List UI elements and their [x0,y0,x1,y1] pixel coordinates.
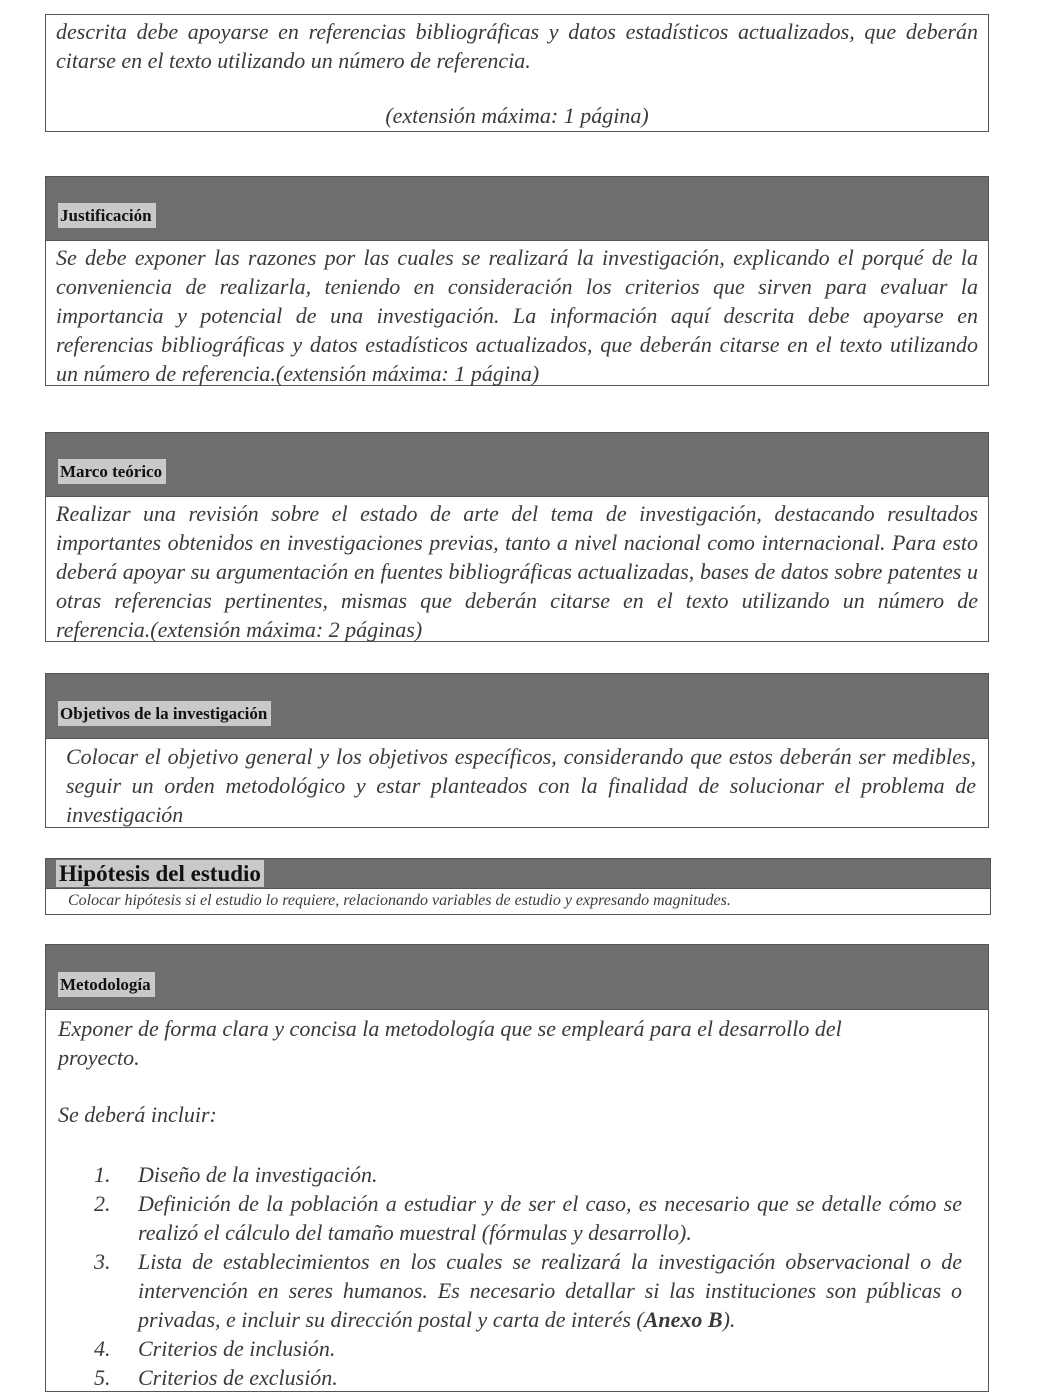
intro-extension: (extensión máxima: 1 página) [385,103,649,128]
list-item-text: Lista de establecimientos en los cuales se realizará la investigación observacional o de intervención en seres humanos. Es necesario detallar si las instituciones son públicas o privadas, e incluir su dirección postal y carta de interés ( [138,1249,962,1332]
list-item-number: 2. [94,1191,111,1216]
anexo-reference: Anexo B [643,1307,723,1332]
marco-teorico-text: Realizar una revisión sobre el estado de arte del tema de investigación, destacando resultados importantes obtenidos en investigaciones previas, tanto a nivel nacional como internacional. Para esto deberá apoyar su argumentación en fuentes bibliográficas actualizadas, bases de datos sobre patentes u otras referencias pertinentes, mismas que deberán citarse en el texto utilizando un número de referencia.(extensión máxima: 2 páginas) [56,501,978,642]
hipotesis-header [46,859,990,889]
list-item-text-end: ). [722,1307,736,1332]
justificacion-header [46,177,988,241]
list-item [94,1160,962,1189]
list-item-text: Criterios de exclusión. [138,1365,338,1390]
marco-teorico-heading: Marco teórico [58,459,166,484]
hipotesis-section [45,858,991,915]
justificacion-section [45,176,989,386]
list-item [94,1189,962,1247]
metodologia-list [46,1160,988,1392]
list-item [94,1334,962,1363]
metodologia-intro: Exponer de forma clara y concisa la metodología que se empleará para el desarrollo del proyecto. [58,1016,842,1070]
list-item-text: Diseño de la investigación. [138,1162,378,1187]
marco-teorico-section [45,432,989,642]
intro-section [45,14,989,132]
hipotesis-heading: Hipótesis del estudio [56,860,264,887]
list-item-number: 4. [94,1336,111,1361]
list-item-number: 1. [94,1162,111,1187]
list-item-text: Criterios de inclusión. [138,1336,336,1361]
objetivos-header [46,674,988,739]
objetivos-section [45,673,989,828]
list-item-number: 3. [94,1249,111,1274]
metodologia-section [45,944,989,1392]
list-item [94,1363,962,1392]
objetivos-text: Colocar el objetivo general y los objetivos específicos, considerando que estos deberán ser medibles, seguir un orden metodológico y estar planteados con la finalidad de solucionar el problema de investigación [66,744,976,827]
marco-teorico-header [46,433,988,497]
metodologia-incluir: Se deberá incluir: [58,1102,217,1127]
hipotesis-text: Colocar hipótesis si el estudio lo requiere, relacionando variables de estudio y expresando magnitudes. [68,892,731,909]
list-item-number: 5. [94,1365,111,1390]
metodologia-heading: Metodología [58,972,155,997]
justificacion-heading: Justificación [58,203,156,228]
list-item-text-group [138,1247,962,1334]
justificacion-text: Se debe exponer las razones por las cuales se realizará la investigación, explicando el porqué de la conveniencia de realizarla, teniendo en consideración los criterios que sirven para evaluar la importancia y potencial de una investigación. La información aquí descrita debe apoyarse en referencias bibliográficas y datos estadísticos actualizados, que deberán citarse en el texto utilizando un número de referencia.(extensión máxima: 1 página) [56,245,978,386]
list-item [94,1247,962,1334]
intro-text: descrita debe apoyarse en referencias bibliográficas y datos estadísticos actualizados, que deberán citarse en el texto utilizando un número de referencia. [56,19,978,73]
objetivos-heading: Objetivos de la investigación [58,701,271,726]
metodologia-header [46,945,988,1010]
list-item-text: Definición de la población a estudiar y de ser el caso, es necesario que se detalle cómo se realizó el cálculo del tamaño muestral (fórmulas y desarrollo). [138,1191,962,1245]
